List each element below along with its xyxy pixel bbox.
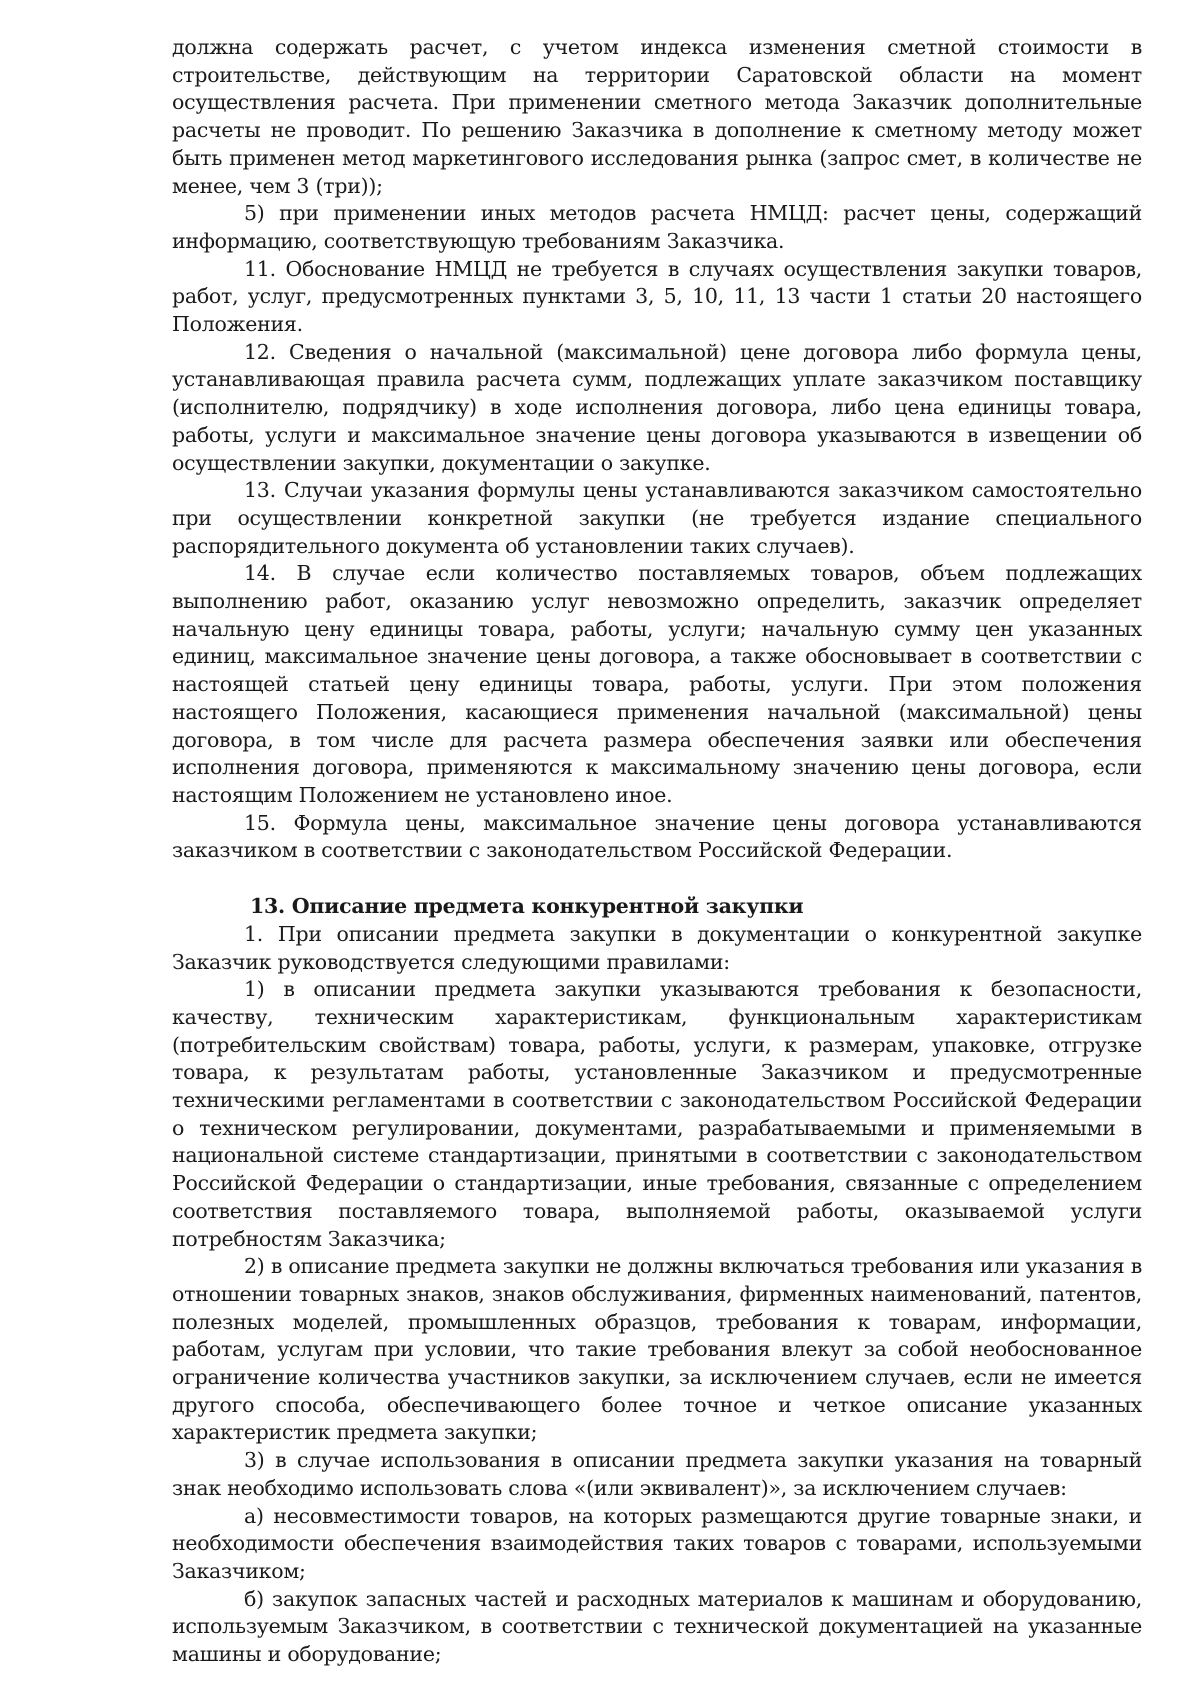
- paragraph-subitem-b: б) закупок запасных частей и расходных материалов к машинам и оборудованию, используемым Заказчиком, в соответствии с технической документацией на указанные машины и оборудование;: [172, 1586, 1142, 1667]
- paragraph-point-13: 13. Случаи указания формулы цены устанавливаются заказчиком самостоятельно при осуществлении конкретной закупки (не требуется издание специального распорядительного документа об установлении таких случаев).: [172, 478, 1142, 558]
- paragraph-continuation: должна содержать расчет, с учетом индекса изменения сметной стоимости в строительстве, действующим на территории Саратовской области на момент осуществления расчета. При применении сметного метода Заказчик дополнительные расчеты не проводит. По решению Заказчика в дополнение к сметному методу может быть применен метод маркетингового исследования рынка (запрос смет, в количестве не менее, чем 3 (три));: [172, 35, 1142, 198]
- section-heading: 13. Описание предмета конкурентной закупки: [250, 894, 804, 919]
- paragraph-section-point-1: 1. При описании предмета закупки в документации о конкурентной закупке Заказчик руководствуется следующими правилами:: [172, 921, 1142, 974]
- paragraph-subitem-a: а) несовместимости товаров, на которых размещаются другие товарные знаки, и необходимости обеспечения взаимодействия таких товаров с товарами, используемыми Заказчиком;: [172, 1503, 1142, 1583]
- paragraph-point-12: 12. Сведения о начальной (максимальной) цене договора либо формула цены, устанавливающая правила расчета сумм, подлежащих уплате заказчиком поставщику (исполнителю, подрядчику) в ходе исполнения договора, либо цена единицы товара, работы, услуги и максимальное значение цены договора указываются в извещении об осуществлении закупки, документации о закупке.: [172, 339, 1142, 475]
- paragraph-subitem-3: 3) в случае использования в описании предмета закупки указания на товарный знак необходимо использовать слова «(или эквивалент)», за исключением случаев:: [172, 1448, 1142, 1500]
- paragraph-point-11: 11. Обоснование НМЦД не требуется в случаях осуществления закупки товаров, работ, услуг, предусмотренных пунктами 3, 5, 10, 11, 13 части 1 статьи 20 настоящего Положения.: [172, 256, 1142, 337]
- paragraph-point-15: 15. Формула цены, максимальное значение цены договора устанавливаются заказчиком в соответствии с законодательством Российской Федерации.: [172, 810, 1142, 863]
- document-page: [172, 34, 1142, 1669]
- paragraph-item-5: 5) при применении иных методов расчета НМЦД: расчет цены, содержащий информацию, соответствующую требованиям Заказчика.: [172, 201, 1142, 253]
- paragraph-subitem-1: 1) в описании предмета закупки указываются требования к безопасности, качеству, техническим характеристикам, функциональным характеристикам (потребительским свойствам) товара, работы, услуги, к размерам, упаковке, отгрузке товара, к результатам работы, установленные Заказчиком и предусмотренные техническими регламентами в соответствии с законодательством Российской Федерации о техническом регулировании, документами, разрабатываемыми и применяемыми в национальной системе стандартизации, принятыми в соответствии с законодательством Российской Федерации о стандартизации, иные требования, связанные с определением соответствия поставляемого товара, выполняемой работы, оказываемой услуги потребностям Заказчика;: [172, 977, 1142, 1251]
- paragraph-point-14: 14. В случае если количество поставляемых товаров, объем подлежащих выполнению работ, оказанию услуг невозможно определить, заказчик определяет начальную цену единицы товара, работы, услуги; начальную сумму цен указанных единиц, максимальное значение цены договора, а также обосновывает в соответствии с настоящей статьей цену единицы товара, работы, услуги. При этом положения настоящего Положения, касающиеся применения начальной (максимальной) цены договора, в том числе для расчета размера обеспечения заявки или обеспечения исполнения договора, применяются к максимальному значению цены договора, если настоящим Положением не установлено иное.: [172, 561, 1142, 807]
- paragraph-subitem-2: 2) в описание предмета закупки не должны включаться требования или указания в отношении товарных знаков, знаков обслуживания, фирменных наименований, патентов, полезных моделей, промышленных образцов, требования к товарам, информации, работам, услугам при условии, что такие требования влекут за собой необоснованное ограничение количества участников закупки, за исключением случаев, если не имеется другого способа, обеспечивающего более точное и четкое описание указанных характеристик предмета закупки;: [172, 1254, 1142, 1445]
